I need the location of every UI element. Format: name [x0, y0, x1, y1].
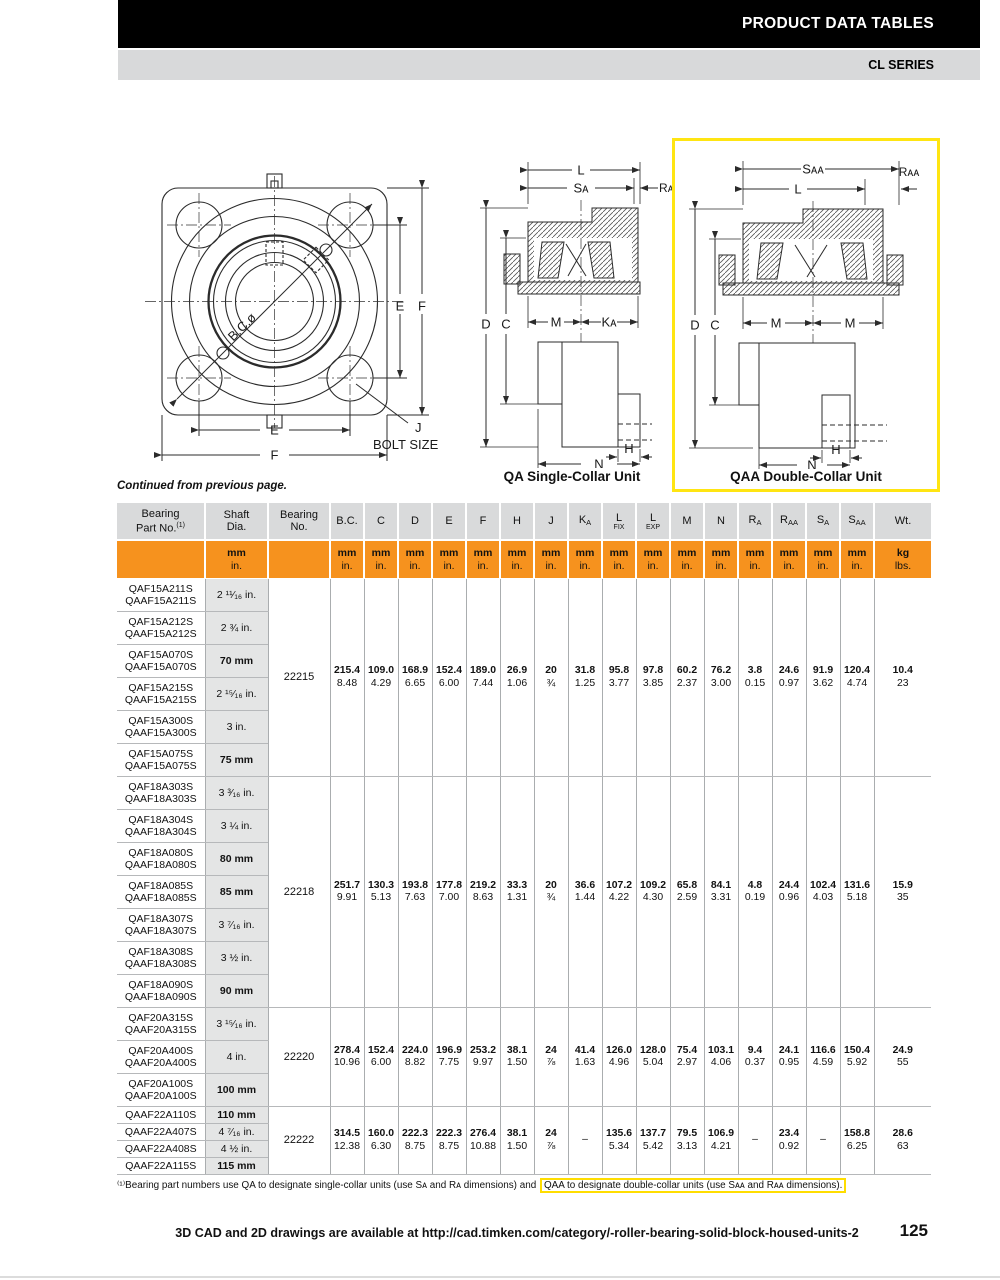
dim-cell: 106.9 4.21: [704, 1107, 738, 1175]
col-header: SA: [806, 503, 840, 540]
bottom-rule: [0, 1276, 1000, 1278]
part-cell: QAAF22A115S: [117, 1158, 205, 1175]
units-cell: mm in.: [806, 540, 840, 579]
dim-cell: 251.7 9.91: [330, 777, 364, 1008]
dim-cell: 75.4 2.97: [670, 1008, 704, 1107]
dim-label-h: H: [831, 442, 841, 457]
col-header: L EXP: [636, 503, 670, 540]
dim-cell: 193.8 7.63: [398, 777, 432, 1008]
col-header: RA: [738, 503, 772, 540]
dim-cell: 15.9 35: [874, 777, 931, 1008]
dim-label-c: C: [710, 317, 720, 333]
dim-cell: 168.9 6.65: [398, 579, 432, 777]
shaft-dia-cell: 80 mm: [205, 843, 268, 876]
shaft-dia-cell: 100 mm: [205, 1074, 268, 1107]
dim-label-sa: Sᴀ: [573, 180, 589, 196]
part-cell: QAF15A070S QAAF15A070S: [117, 645, 205, 678]
footnote-plain: ⁽¹⁾Bearing part numbers use QA to designate single-collar units (use Sᴀ and Rᴀ dimensions) and: [117, 1180, 537, 1191]
dim-cell: 278.4 10.96: [330, 1008, 364, 1107]
dim-label-c: C: [501, 316, 511, 332]
shaft-dia-cell: 3 ¼ in.: [205, 810, 268, 843]
part-cell: QAF20A315S QAAF20A315S: [117, 1008, 205, 1041]
dim-cell: 28.6 63: [874, 1107, 931, 1175]
dim-cell: 97.8 3.85: [636, 579, 670, 777]
dim-cell: 109.0 4.29: [364, 579, 398, 777]
units-cell: mm in.: [364, 540, 398, 579]
dim-cell: 91.9 3.62: [806, 579, 840, 777]
dim-cell: 24.6 0.97: [772, 579, 806, 777]
part-cell: QAF18A080S QAAF18A080S: [117, 843, 205, 876]
dim-cell: 102.4 4.03: [806, 777, 840, 1008]
dim-cell: 65.8 2.59: [670, 777, 704, 1008]
dim-cell: 33.3 1.31: [500, 777, 534, 1008]
footnote: [117, 1180, 937, 1191]
dim-label-n: N: [594, 456, 604, 468]
dim-cell: 24 ⅞: [534, 1107, 568, 1175]
dim-label-bc: B.C.ø: [224, 309, 259, 344]
dim-cell: 3.8 0.15: [738, 579, 772, 777]
shaft-dia-cell: 75 mm: [205, 744, 268, 777]
units-cell: [117, 540, 205, 579]
shaft-dia-cell: 115 mm: [205, 1158, 268, 1175]
dim-cell: 24 ⅞: [534, 1008, 568, 1107]
dim-cell: 24.9 55: [874, 1008, 931, 1107]
dim-cell: 107.2 4.22: [602, 777, 636, 1008]
dim-cell: 130.3 5.13: [364, 777, 398, 1008]
col-header: L FIX: [602, 503, 636, 540]
dim-cell: 38.1 1.50: [500, 1008, 534, 1107]
table-row: [117, 579, 931, 612]
dim-cell: 26.9 1.06: [500, 579, 534, 777]
dim-cell: 38.1 1.50: [500, 1107, 534, 1175]
part-cell: QAF20A400S QAAF20A400S: [117, 1041, 205, 1074]
part-cell: QAF18A308S QAAF18A308S: [117, 942, 205, 975]
dim-cell: 135.6 5.34: [602, 1107, 636, 1175]
dim-cell: 128.0 5.04: [636, 1008, 670, 1107]
col-header: RAA: [772, 503, 806, 540]
part-cell: QAF18A090S QAAF18A090S: [117, 975, 205, 1008]
product-data-table: [117, 503, 931, 1175]
flange-diagram: [125, 156, 470, 486]
dim-cell: 23.4 0.92: [772, 1107, 806, 1175]
units-row: [117, 540, 931, 579]
units-cell: mm in.: [602, 540, 636, 579]
units-cell: mm in.: [466, 540, 500, 579]
units-cell: mm in.: [398, 540, 432, 579]
dim-cell: 76.2 3.00: [704, 579, 738, 777]
continued-note: Continued from previous page.: [117, 480, 287, 492]
dim-label-j: J: [415, 420, 422, 435]
dim-cell: 276.4 10.88: [466, 1107, 500, 1175]
part-cell: QAAF22A407S: [117, 1124, 205, 1141]
dim-cell: 314.5 12.38: [330, 1107, 364, 1175]
col-header: Bearing Part No.$^{(1)}$: [117, 503, 205, 540]
units-cell: mm in.: [568, 540, 602, 579]
shaft-dia-cell: 2 ¹¹⁄₁₆ in.: [205, 579, 268, 612]
qa-caption: QA Single-Collar Unit: [503, 469, 641, 484]
dim-cell: 20 ¾: [534, 579, 568, 777]
dim-cell: –: [806, 1107, 840, 1175]
dim-label-m1: M: [770, 315, 782, 331]
dim-cell: 152.4 6.00: [364, 1008, 398, 1107]
dim-label-l: L: [794, 181, 802, 197]
dim-cell: –: [738, 1107, 772, 1175]
part-cell: QAF18A085S QAAF18A085S: [117, 876, 205, 909]
qaa-diagram: [675, 143, 937, 469]
dim-cell: 215.4 8.48: [330, 579, 364, 777]
dim-cell: 9.4 0.37: [738, 1008, 772, 1107]
units-cell: mm in.: [432, 540, 466, 579]
table-row: [117, 1008, 931, 1041]
dim-label-saa: Sᴀᴀ: [802, 161, 824, 177]
dim-cell: 41.4 1.63: [568, 1008, 602, 1107]
dim-cell: 160.0 6.30: [364, 1107, 398, 1175]
footer-cad-note: 3D CAD and 2D drawings are available at http://cad.timken.com/category/-roller-bearing-solid-block-housed-units-2: [175, 1226, 859, 1240]
units-cell: [268, 540, 330, 579]
col-header: Wt.: [874, 503, 931, 540]
dim-label-e-side: E: [395, 298, 405, 314]
table-row: [117, 1107, 931, 1124]
col-header: KA: [568, 503, 602, 540]
units-cell: kg lbs.: [874, 540, 931, 579]
dim-label-d: D: [690, 317, 700, 333]
dim-label-d: D: [481, 316, 491, 332]
dim-cell: 109.2 4.30: [636, 777, 670, 1008]
dim-label-n: N: [807, 457, 817, 469]
part-cell: QAF18A303S QAAF18A303S: [117, 777, 205, 810]
page-header-bar: [118, 0, 980, 48]
dim-cell: 20 ¾: [534, 777, 568, 1008]
dim-cell: 4.8 0.19: [738, 777, 772, 1008]
shaft-dia-cell: 3 ¹⁵⁄₁₆ in.: [205, 1008, 268, 1041]
dim-cell: 253.2 9.97: [466, 1008, 500, 1107]
dim-cell: 60.2 2.37: [670, 579, 704, 777]
part-cell: QAF15A075S QAAF15A075S: [117, 744, 205, 777]
dim-cell: 24.1 0.95: [772, 1008, 806, 1107]
qa-diagram: [468, 142, 678, 468]
units-cell: mm in.: [738, 540, 772, 579]
dim-cell: 84.1 3.31: [704, 777, 738, 1008]
col-header: B.C.: [330, 503, 364, 540]
units-cell: mm in.: [670, 540, 704, 579]
dim-label-h: H: [624, 441, 634, 456]
dim-cell: 24.4 0.96: [772, 777, 806, 1008]
dim-cell: 120.4 4.74: [840, 579, 874, 777]
shaft-dia-cell: 3 ⁷⁄₁₆ in.: [205, 909, 268, 942]
bearing-no-cell: 22220: [268, 1008, 330, 1107]
shaft-dia-cell: 85 mm: [205, 876, 268, 909]
dim-label-e-bottom: E: [270, 422, 279, 438]
part-cell: QAF18A304S QAAF18A304S: [117, 810, 205, 843]
dim-cell: 224.0 8.82: [398, 1008, 432, 1107]
shaft-dia-cell: 3 in.: [205, 711, 268, 744]
col-header: F: [466, 503, 500, 540]
spec-table: [117, 503, 931, 1175]
table-row: [117, 777, 931, 810]
shaft-dia-cell: 3 ³⁄₁₆ in.: [205, 777, 268, 810]
dim-label-l: L: [577, 162, 585, 178]
part-cell: QAAF22A110S: [117, 1107, 205, 1124]
shaft-dia-cell: 2 ¾ in.: [205, 612, 268, 645]
bearing-no-cell: 22218: [268, 777, 330, 1008]
part-cell: QAAF22A408S: [117, 1141, 205, 1158]
units-cell: mm in.: [704, 540, 738, 579]
dim-cell: 150.4 5.92: [840, 1008, 874, 1107]
dim-cell: 79.5 3.13: [670, 1107, 704, 1175]
dim-cell: 222.3 8.75: [398, 1107, 432, 1175]
part-cell: QAF15A215S QAAF15A215S: [117, 678, 205, 711]
shaft-dia-cell: 70 mm: [205, 645, 268, 678]
col-header: M: [670, 503, 704, 540]
dim-cell: 137.7 5.42: [636, 1107, 670, 1175]
col-header: SAA: [840, 503, 874, 540]
col-header: Bearing No.: [268, 503, 330, 540]
units-cell: mm in.: [636, 540, 670, 579]
bearing-no-cell: 22215: [268, 579, 330, 777]
part-cell: QAF20A100S QAAF20A100S: [117, 1074, 205, 1107]
series-label: CL SERIES: [868, 58, 934, 72]
dim-cell: 158.8 6.25: [840, 1107, 874, 1175]
part-cell: QAF15A212S QAAF15A212S: [117, 612, 205, 645]
col-header: J: [534, 503, 568, 540]
series-bar: [118, 50, 980, 80]
table-header-row: [117, 503, 931, 540]
shaft-dia-cell: 90 mm: [205, 975, 268, 1008]
dim-label-raa: Rᴀᴀ: [898, 165, 920, 179]
part-cell: QAF15A211S QAAF15A211S: [117, 579, 205, 612]
dim-cell: 222.3 8.75: [432, 1107, 466, 1175]
dim-cell: 219.2 8.63: [466, 777, 500, 1008]
dim-cell: 31.8 1.25: [568, 579, 602, 777]
units-cell: mm in.: [205, 540, 268, 579]
shaft-dia-cell: 4 in.: [205, 1041, 268, 1074]
col-header: H: [500, 503, 534, 540]
dim-label-m: M: [550, 314, 562, 330]
dim-cell: –: [568, 1107, 602, 1175]
footnote-highlight: QAA to designate double-collar units (use Sᴀᴀ and Rᴀᴀ dimensions).: [540, 1178, 846, 1193]
dim-cell: 103.1 4.06: [704, 1008, 738, 1107]
shaft-dia-cell: 4 ⁷⁄₁₆ in.: [205, 1124, 268, 1141]
dim-label-m2: M: [844, 315, 856, 331]
dim-cell: 116.6 4.59: [806, 1008, 840, 1107]
dim-cell: 152.4 6.00: [432, 579, 466, 777]
dim-label-ka: Kᴀ: [601, 314, 617, 330]
part-cell: QAF15A300S QAAF15A300S: [117, 711, 205, 744]
dim-cell: 10.4 23: [874, 579, 931, 777]
shaft-dia-cell: 4 ½ in.: [205, 1141, 268, 1158]
units-cell: mm in.: [500, 540, 534, 579]
bearing-no-cell: 22222: [268, 1107, 330, 1175]
qaa-highlight-box: [672, 138, 940, 492]
dim-cell: 36.6 1.44: [568, 777, 602, 1008]
dim-cell: 196.9 7.75: [432, 1008, 466, 1107]
units-cell: mm in.: [840, 540, 874, 579]
dim-cell: 189.0 7.44: [466, 579, 500, 777]
units-cell: mm in.: [330, 540, 364, 579]
col-header: N: [704, 503, 738, 540]
bolt-size-label: BOLT SIZE: [373, 437, 439, 452]
shaft-dia-cell: 110 mm: [205, 1107, 268, 1124]
qaa-caption: QAA Double-Collar Unit: [730, 469, 882, 484]
col-header: D: [398, 503, 432, 540]
col-header: Shaft Dia.: [205, 503, 268, 540]
part-cell: QAF18A307S QAAF18A307S: [117, 909, 205, 942]
page-title: PRODUCT DATA TABLES: [742, 15, 934, 32]
shaft-dia-cell: 3 ½ in.: [205, 942, 268, 975]
dim-cell: 126.0 4.96: [602, 1008, 636, 1107]
dim-label-ra: Rᴀ: [659, 181, 674, 195]
units-cell: mm in.: [772, 540, 806, 579]
table-body: [117, 579, 931, 1175]
dim-cell: 177.8 7.00: [432, 777, 466, 1008]
dim-cell: 131.6 5.18: [840, 777, 874, 1008]
dim-label-f-side: F: [418, 298, 426, 314]
col-header: E: [432, 503, 466, 540]
table-head: [117, 503, 931, 579]
page-number: 125: [899, 1221, 928, 1240]
dim-cell: 95.8 3.77: [602, 579, 636, 777]
units-cell: mm in.: [534, 540, 568, 579]
shaft-dia-cell: 2 ¹⁵⁄₁₆ in.: [205, 678, 268, 711]
dim-label-f-bottom: F: [270, 447, 279, 463]
col-header: C: [364, 503, 398, 540]
